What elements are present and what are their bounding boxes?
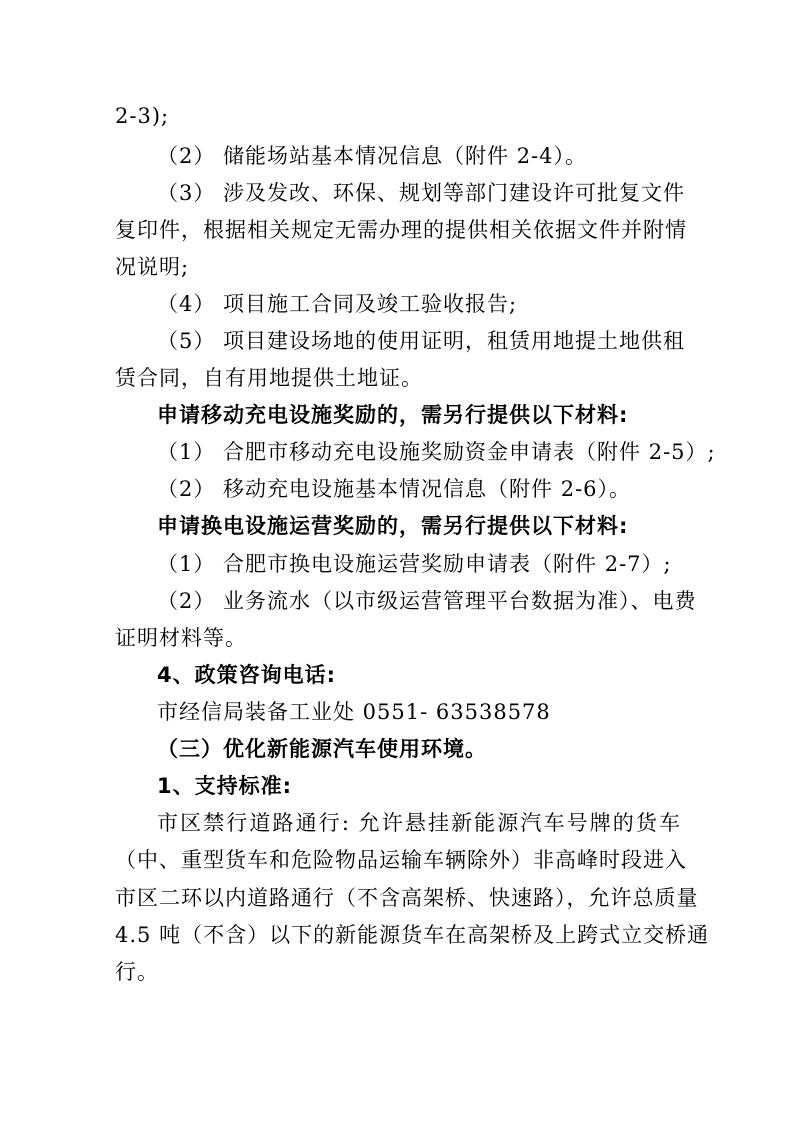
paragraph-line: 行。 xyxy=(115,960,159,984)
section-heading: 4、政策咨询电话: xyxy=(157,663,337,687)
list-item: （1） 合肥市换电设施运营奖励申请表（附件 2-7）; xyxy=(157,552,672,576)
paragraph-line: （中、重型货车和危险物品运输车辆除外）非高峰时段进入 xyxy=(115,848,687,872)
list-item: （3） 涉及发改、环保、规划等部门建设许可批复文件 xyxy=(157,181,686,205)
list-item: （2） 储能场站基本情况信息（附件 2-4）。 xyxy=(157,144,588,168)
contact-line: 市经信局装备工业处 0551- 63538578 xyxy=(157,700,551,724)
paragraph-line: 市区禁行道路通行: 允许悬挂新能源汽车号牌的货车 xyxy=(157,811,681,835)
list-item: （1） 合肥市移动充电设施奖励资金申请表（附件 2-5）; xyxy=(157,440,716,464)
section-heading: 申请换电设施运营奖励的，需另行提供以下材料: xyxy=(157,514,629,538)
text-line: 复印件，根据相关规定无需办理的提供相关依据文件并附情 xyxy=(115,218,687,242)
list-item: （2） 移动充电设施基本情况信息（附件 2-6）。 xyxy=(157,477,632,501)
list-item: （2） 业务流水（以市级运营管理平台数据为准）、电费 xyxy=(157,589,697,613)
list-item: （5） 项目建设场地的使用证明，租赁用地提土地供租 xyxy=(157,329,686,353)
text-line: 况说明; xyxy=(115,255,190,279)
text-line: 证明材料等。 xyxy=(115,626,247,650)
list-item: （4） 项目施工合同及竣工验收报告; xyxy=(157,292,518,316)
section-heading: （三）优化新能源汽车使用环境。 xyxy=(157,737,487,761)
text-line: 赁合同，自有用地提供土地证。 xyxy=(115,366,423,390)
paragraph-line: 市区二环以内道路通行（不含高架桥、快速路），允许总质量 xyxy=(115,886,699,910)
section-heading: 申请移动充电设施奖励的，需另行提供以下材料: xyxy=(157,403,629,427)
paragraph-line: 4.5 吨（不含）以下的新能源货车在高架桥及上跨式立交桥通 xyxy=(115,923,710,947)
section-heading: 1、支持标准: xyxy=(157,774,293,798)
text-line: 2-3); xyxy=(115,104,170,128)
